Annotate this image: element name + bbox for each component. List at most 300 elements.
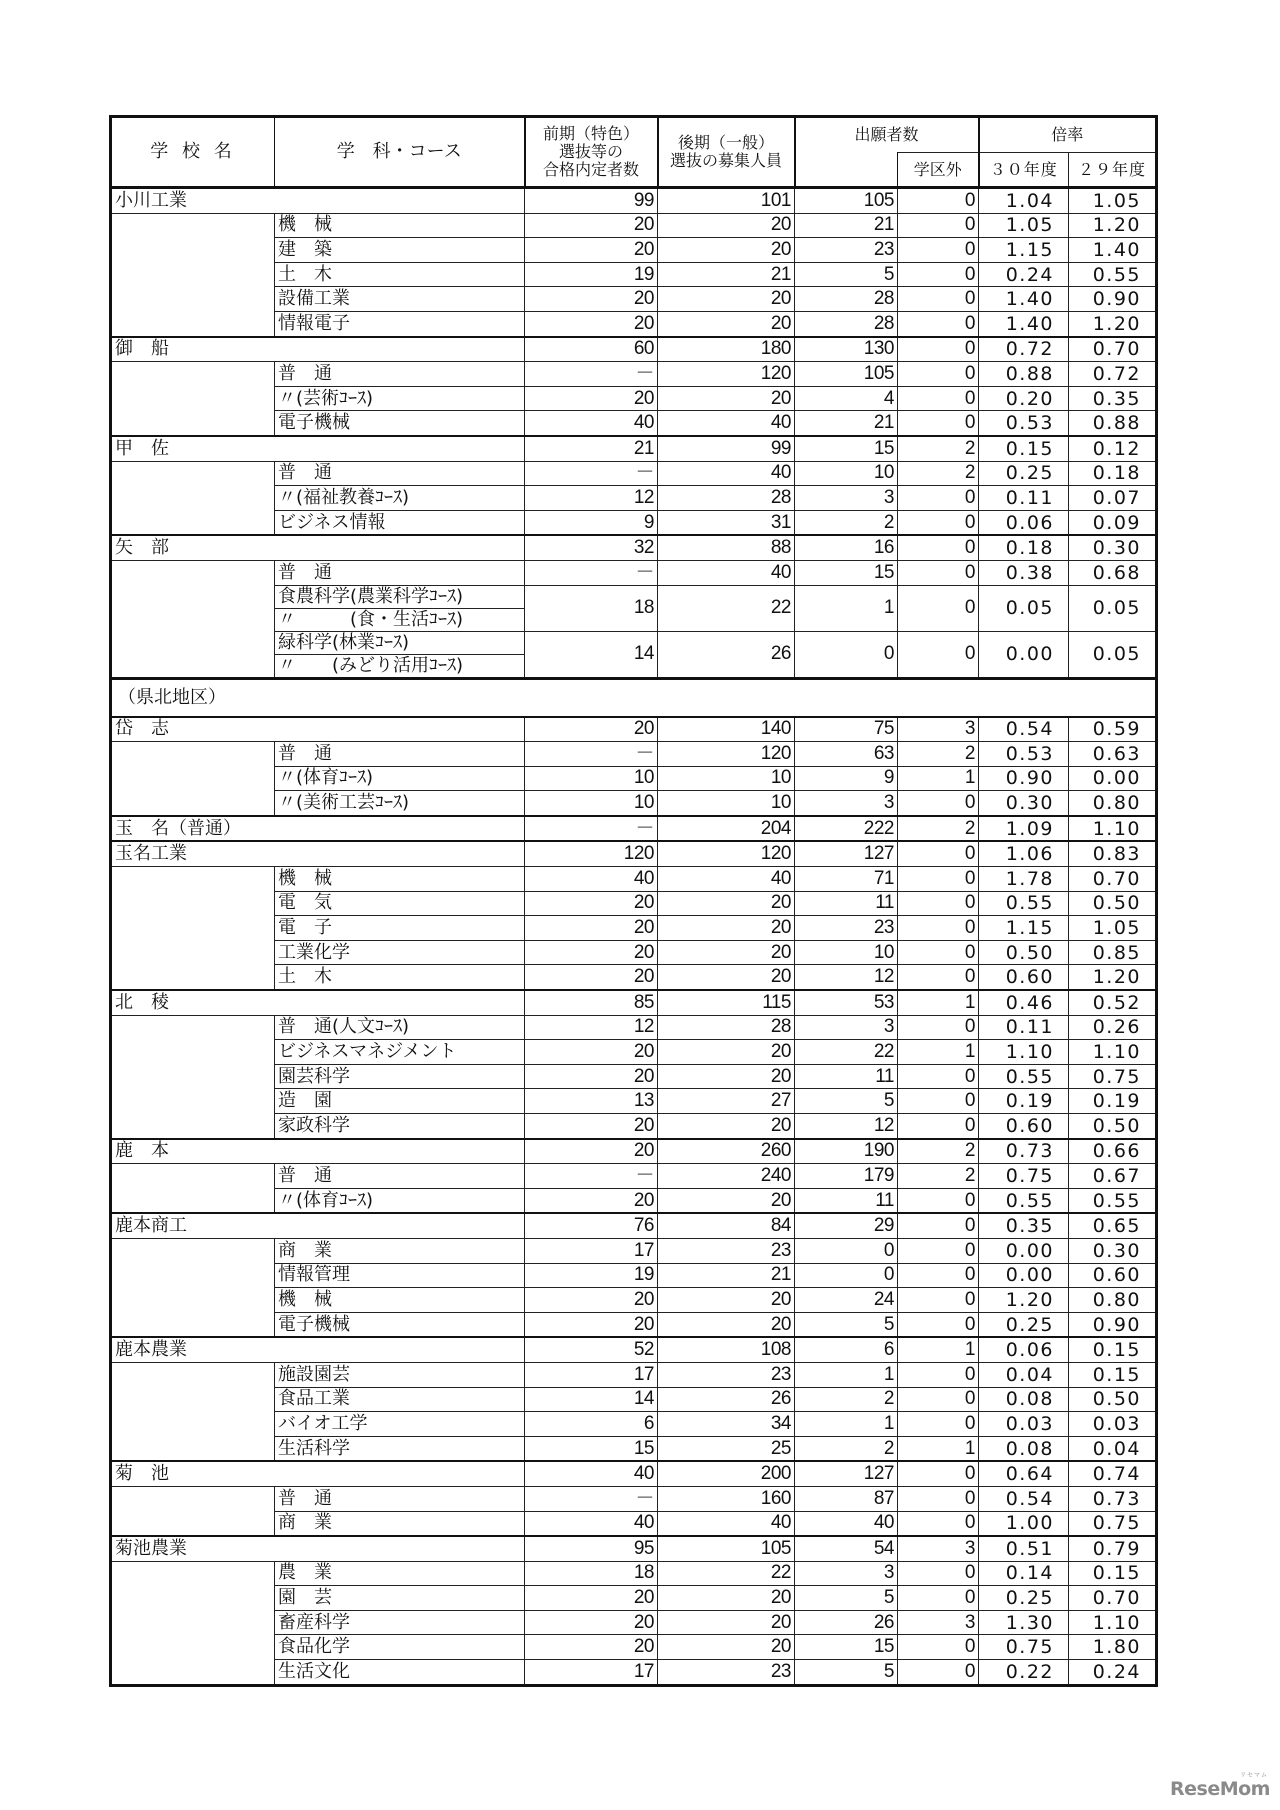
ratio-30-cell: 0.00: [979, 631, 1069, 678]
course-name: バイオ工学: [275, 1412, 525, 1437]
ratio-29-cell: 0.52: [1069, 990, 1157, 1015]
header-early-line1: 前期（特色）: [542, 124, 639, 143]
late-quota-cell: 27: [658, 1089, 795, 1114]
outside-district-cell: 2: [898, 742, 979, 767]
late-quota-cell: 20: [658, 940, 795, 965]
early-admitted-cell: 18: [525, 1561, 658, 1586]
ratio-30-cell: 0.20: [979, 386, 1069, 411]
applicants-cell: 16: [795, 535, 898, 560]
school-name: 岱 志: [111, 717, 525, 742]
outside-district-cell: 3: [898, 1610, 979, 1635]
course-indent: [111, 287, 275, 312]
table-header: [111, 117, 1157, 188]
course-row: [111, 213, 1157, 238]
course-indent: [111, 585, 275, 608]
ratio-30-cell: 0.55: [979, 1188, 1069, 1213]
early-admitted-cell: 17: [525, 1238, 658, 1263]
course-row: [111, 1412, 1157, 1437]
course-name: 機 械: [275, 1288, 525, 1313]
course-name: 設備工業: [275, 287, 525, 312]
course-name: 機 械: [275, 867, 525, 892]
ratio-30-cell: 0.19: [979, 1089, 1069, 1114]
ratio-29-cell: 0.74: [1069, 1461, 1157, 1486]
applicants-cell: 127: [795, 841, 898, 866]
late-quota-cell: 40: [658, 867, 795, 892]
outside-district-cell: 2: [898, 1164, 979, 1189]
late-quota-cell: 34: [658, 1412, 795, 1437]
course-indent: [111, 311, 275, 336]
late-quota-cell: 22: [658, 1561, 795, 1586]
outside-district-cell: 0: [898, 867, 979, 892]
early-admitted-cell: 20: [525, 213, 658, 238]
outside-district-cell: 0: [898, 188, 979, 214]
ratio-29-cell: 0.72: [1069, 362, 1157, 387]
late-quota-cell: 120: [658, 841, 795, 866]
outside-district-cell: 0: [898, 1064, 979, 1089]
outside-district-cell: 0: [898, 1511, 979, 1536]
ratio-29-cell: 0.50: [1069, 1387, 1157, 1412]
applicants-cell: 0: [795, 1238, 898, 1263]
course-name: ビジネス情報: [275, 510, 525, 535]
late-quota-cell: 20: [658, 1114, 795, 1139]
early-admitted-cell: 20: [525, 891, 658, 916]
course-name: 電子機械: [275, 1312, 525, 1337]
early-admitted-cell: 6: [525, 1412, 658, 1437]
course-row: [111, 1263, 1157, 1288]
course-name: 工業化学: [275, 940, 525, 965]
outside-district-cell: 0: [898, 916, 979, 941]
course-name: 家政科学: [275, 1114, 525, 1139]
course-name: 商 業: [275, 1238, 525, 1263]
late-quota-cell: 20: [658, 287, 795, 312]
early-admitted-cell: 20: [525, 311, 658, 336]
ratio-29-cell: 0.12: [1069, 436, 1157, 461]
outside-district-cell: 0: [898, 1412, 979, 1437]
ratio-29-cell: 1.10: [1069, 816, 1157, 842]
school-row: [111, 535, 1157, 560]
applicants-cell: 26: [795, 1610, 898, 1635]
ratio-29-cell: 0.90: [1069, 287, 1157, 312]
course-name: 生活文化: [275, 1660, 525, 1686]
course-indent: [111, 791, 275, 816]
school-name: 菊池農業: [111, 1536, 525, 1561]
applicants-cell: 1: [795, 1412, 898, 1437]
course-row: [111, 1015, 1157, 1040]
course-row: [111, 916, 1157, 941]
applicants-cell: 21: [795, 411, 898, 436]
applicants-cell: 2: [795, 1387, 898, 1412]
school-row: [111, 717, 1157, 742]
early-admitted-cell: 60: [525, 337, 658, 362]
school-row: [111, 436, 1157, 461]
header-ratio-29: ２９年度: [1069, 153, 1157, 188]
late-quota-cell: 20: [658, 1312, 795, 1337]
ratio-30-cell: 0.60: [979, 1114, 1069, 1139]
early-admitted-cell: 20: [525, 1139, 658, 1164]
ratio-30-cell: 0.00: [979, 1263, 1069, 1288]
course-row: [111, 1288, 1157, 1313]
early-admitted-cell: －: [525, 461, 658, 486]
ratio-30-cell: 0.46: [979, 990, 1069, 1015]
applicants-cell: 127: [795, 1461, 898, 1486]
header-early-line3: 合格内定者数: [542, 160, 639, 179]
early-admitted-cell: 14: [525, 631, 658, 678]
outside-district-cell: 3: [898, 1536, 979, 1561]
applicants-cell: 21: [795, 213, 898, 238]
course-indent: [111, 1635, 275, 1660]
applicants-cell: 63: [795, 742, 898, 767]
ratio-30-cell: 0.50: [979, 940, 1069, 965]
school-row: [111, 990, 1157, 1015]
school-row: [111, 1139, 1157, 1164]
school-name: 玉名工業: [111, 841, 525, 866]
course-row: [111, 742, 1157, 767]
outside-district-cell: 0: [898, 1089, 979, 1114]
outside-district-cell: 0: [898, 337, 979, 362]
early-admitted-cell: －: [525, 362, 658, 387]
outside-district-cell: 0: [898, 1188, 979, 1213]
course-name: 園芸科学: [275, 1064, 525, 1089]
course-row: [111, 891, 1157, 916]
outside-district-cell: 0: [898, 791, 979, 816]
applicants-cell: 3: [795, 1561, 898, 1586]
course-row: [111, 1586, 1157, 1611]
outside-district-cell: 0: [898, 1660, 979, 1686]
late-quota-cell: 20: [658, 1635, 795, 1660]
applicants-cell: 10: [795, 940, 898, 965]
late-quota-cell: 108: [658, 1337, 795, 1362]
early-admitted-cell: －: [525, 560, 658, 585]
late-quota-cell: 20: [658, 311, 795, 336]
school-row: [111, 841, 1157, 866]
school-name: 北 稜: [111, 990, 525, 1015]
ratio-30-cell: 0.75: [979, 1164, 1069, 1189]
course-row: [111, 1064, 1157, 1089]
applicants-cell: 9: [795, 766, 898, 791]
course-row: [111, 867, 1157, 892]
ratio-29-cell: 0.83: [1069, 841, 1157, 866]
outside-district-cell: 0: [898, 1362, 979, 1387]
school-name: 玉 名（普通）: [111, 816, 525, 842]
school-row: [111, 188, 1157, 214]
course-row: [111, 1511, 1157, 1536]
course-name: 食品工業: [275, 1387, 525, 1412]
outside-district-cell: 0: [898, 1461, 979, 1486]
outside-district-cell: 0: [898, 1238, 979, 1263]
school-name: 鹿本商工: [111, 1213, 525, 1238]
course-row: [111, 1188, 1157, 1213]
outside-district-cell: 1: [898, 766, 979, 791]
ratio-29-cell: 0.03: [1069, 1412, 1157, 1437]
late-quota-cell: 10: [658, 766, 795, 791]
ratio-30-cell: 0.54: [979, 717, 1069, 742]
course-indent: [111, 1561, 275, 1586]
course-indent: [111, 916, 275, 941]
ratio-30-cell: 1.06: [979, 841, 1069, 866]
early-admitted-cell: 20: [525, 238, 658, 263]
outside-district-cell: 1: [898, 1436, 979, 1461]
course-name: 電子機械: [275, 411, 525, 436]
outside-district-cell: 0: [898, 1263, 979, 1288]
ratio-30-cell: 0.04: [979, 1362, 1069, 1387]
course-indent: [111, 742, 275, 767]
ratio-29-cell: 1.40: [1069, 238, 1157, 263]
applicants-cell: 12: [795, 1114, 898, 1139]
late-quota-cell: 20: [658, 238, 795, 263]
ratio-30-cell: 1.05: [979, 213, 1069, 238]
early-admitted-cell: 10: [525, 766, 658, 791]
outside-district-cell: 0: [898, 585, 979, 631]
applicants-cell: 2: [795, 1436, 898, 1461]
course-row: [111, 1635, 1157, 1660]
applicants-cell: 105: [795, 362, 898, 387]
ratio-29-cell: 0.70: [1069, 867, 1157, 892]
region-label: （県北地区）: [111, 678, 1157, 717]
late-quota-cell: 40: [658, 411, 795, 436]
course-row: [111, 791, 1157, 816]
late-quota-cell: 22: [658, 585, 795, 631]
ratio-29-cell: 0.66: [1069, 1139, 1157, 1164]
ratio-29-cell: 0.15: [1069, 1337, 1157, 1362]
late-quota-cell: 20: [658, 1586, 795, 1611]
ratio-29-cell: 0.85: [1069, 940, 1157, 965]
early-admitted-cell: 76: [525, 1213, 658, 1238]
ratio-29-cell: 0.50: [1069, 891, 1157, 916]
ratio-30-cell: 1.00: [979, 1511, 1069, 1536]
header-applicants-spacer: [795, 153, 898, 188]
course-row: [111, 411, 1157, 436]
outside-district-cell: 0: [898, 1213, 979, 1238]
resemom-logo: [1170, 1772, 1270, 1800]
late-quota-cell: 20: [658, 1040, 795, 1065]
early-admitted-cell: 20: [525, 1040, 658, 1065]
ratio-30-cell: 0.05: [979, 585, 1069, 631]
course-row: [111, 1436, 1157, 1461]
ratio-30-cell: 0.11: [979, 1015, 1069, 1040]
ratio-29-cell: 1.05: [1069, 916, 1157, 941]
early-admitted-cell: 9: [525, 510, 658, 535]
course-indent: [111, 238, 275, 263]
ratio-29-cell: 0.60: [1069, 1263, 1157, 1288]
course-name: 土 木: [275, 965, 525, 990]
late-quota-cell: 99: [658, 436, 795, 461]
course-name: 普 通(人文ｺｰｽ): [275, 1015, 525, 1040]
course-row: [111, 1089, 1157, 1114]
applicants-cell: 24: [795, 1288, 898, 1313]
applicants-cell: 22: [795, 1040, 898, 1065]
early-admitted-cell: 14: [525, 1387, 658, 1412]
applicants-cell: 1: [795, 585, 898, 631]
outside-district-cell: 0: [898, 1015, 979, 1040]
course-row: [111, 1660, 1157, 1686]
late-quota-cell: 40: [658, 461, 795, 486]
course-indent: [111, 1263, 275, 1288]
course-indent: [111, 766, 275, 791]
school-name: 鹿 本: [111, 1139, 525, 1164]
table-body: [111, 188, 1157, 1686]
course-name: 情報電子: [275, 311, 525, 336]
late-quota-cell: 23: [658, 1238, 795, 1263]
outside-district-cell: 0: [898, 1387, 979, 1412]
course-indent: [111, 1436, 275, 1461]
late-quota-cell: 28: [658, 1015, 795, 1040]
course-indent: [111, 1188, 275, 1213]
early-admitted-cell: 40: [525, 1511, 658, 1536]
late-quota-cell: 23: [658, 1362, 795, 1387]
course-indent: [111, 411, 275, 436]
header-late-line2: 選抜の募集人員: [669, 151, 782, 170]
late-quota-cell: 31: [658, 510, 795, 535]
applicants-cell: 5: [795, 1586, 898, 1611]
course-row: [111, 1561, 1157, 1586]
course-row: [111, 940, 1157, 965]
course-name: 普 通: [275, 742, 525, 767]
applicants-cell: 11: [795, 1188, 898, 1213]
late-quota-cell: 120: [658, 362, 795, 387]
course-name: 普 通: [275, 1164, 525, 1189]
applicants-cell: 3: [795, 791, 898, 816]
school-name: 菊 池: [111, 1461, 525, 1486]
course-indent: [111, 1015, 275, 1040]
applicants-cell: 23: [795, 238, 898, 263]
course-indent: [111, 1288, 275, 1313]
applicants-cell: 29: [795, 1213, 898, 1238]
ratio-29-cell: 0.05: [1069, 585, 1157, 631]
ratio-29-cell: 0.79: [1069, 1536, 1157, 1561]
applicants-cell: 2: [795, 510, 898, 535]
ratio-29-cell: 1.20: [1069, 213, 1157, 238]
header-ratio-30: ３０年度: [979, 153, 1069, 188]
applicants-cell: 5: [795, 1660, 898, 1686]
early-admitted-cell: 20: [525, 287, 658, 312]
ratio-30-cell: 1.30: [979, 1610, 1069, 1635]
course-indent: [111, 1114, 275, 1139]
course-name: 生活科学: [275, 1436, 525, 1461]
course-row: [111, 386, 1157, 411]
early-admitted-cell: 40: [525, 1461, 658, 1486]
header-late-quota: [658, 117, 795, 188]
late-quota-cell: 21: [658, 1263, 795, 1288]
course-indent: [111, 1064, 275, 1089]
outside-district-cell: 0: [898, 238, 979, 263]
applicants-cell: 4: [795, 386, 898, 411]
school-row: [111, 1213, 1157, 1238]
early-admitted-cell: 85: [525, 990, 658, 1015]
ratio-29-cell: 0.07: [1069, 486, 1157, 511]
early-admitted-cell: －: [525, 1164, 658, 1189]
applicants-cell: 5: [795, 1089, 898, 1114]
ratio-30-cell: 1.15: [979, 238, 1069, 263]
school-row: [111, 1536, 1157, 1561]
early-admitted-cell: 20: [525, 1064, 658, 1089]
late-quota-cell: 180: [658, 337, 795, 362]
course-indent: [111, 1362, 275, 1387]
applicants-cell: 5: [795, 1312, 898, 1337]
course-row: [111, 585, 1157, 608]
ratio-29-cell: 0.80: [1069, 1288, 1157, 1313]
course-indent: [111, 631, 275, 654]
outside-district-cell: 1: [898, 1337, 979, 1362]
school-row: [111, 337, 1157, 362]
early-admitted-cell: 19: [525, 1263, 658, 1288]
late-quota-cell: 21: [658, 262, 795, 287]
header-course: 学 科・コース: [275, 117, 525, 188]
ratio-30-cell: 0.75: [979, 1635, 1069, 1660]
ratio-29-cell: 1.10: [1069, 1610, 1157, 1635]
late-quota-cell: 20: [658, 1288, 795, 1313]
outside-district-cell: 0: [898, 1312, 979, 1337]
ratio-29-cell: 0.70: [1069, 337, 1157, 362]
ratio-30-cell: 0.08: [979, 1436, 1069, 1461]
school-name: 御 船: [111, 337, 525, 362]
course-name: 普 通: [275, 461, 525, 486]
course-indent: [111, 1486, 275, 1511]
applicants-cell: 3: [795, 1015, 898, 1040]
course-row: [111, 311, 1157, 336]
outside-district-cell: 0: [898, 386, 979, 411]
outside-district-cell: 0: [898, 213, 979, 238]
ratio-29-cell: 0.18: [1069, 461, 1157, 486]
course-indent: [111, 213, 275, 238]
early-admitted-cell: 17: [525, 1660, 658, 1686]
ratio-29-cell: 0.80: [1069, 791, 1157, 816]
ratio-29-cell: 1.10: [1069, 1040, 1157, 1065]
ratio-30-cell: 0.35: [979, 1213, 1069, 1238]
applicants-cell: 53: [795, 990, 898, 1015]
early-admitted-cell: 21: [525, 436, 658, 461]
course-row: [111, 287, 1157, 312]
late-quota-cell: 204: [658, 816, 795, 842]
early-admitted-cell: 20: [525, 717, 658, 742]
applicants-cell: 11: [795, 891, 898, 916]
applicants-cell: 130: [795, 337, 898, 362]
region-header-row: [111, 678, 1157, 717]
ratio-30-cell: 0.38: [979, 560, 1069, 585]
ratio-30-cell: 0.03: [979, 1412, 1069, 1437]
ratio-29-cell: 0.15: [1069, 1362, 1157, 1387]
course-indent: [111, 1412, 275, 1437]
course-row: [111, 631, 1157, 654]
outside-district-cell: 1: [898, 1040, 979, 1065]
course-row: [111, 1610, 1157, 1635]
late-quota-cell: 20: [658, 1610, 795, 1635]
early-admitted-cell: 20: [525, 1635, 658, 1660]
late-quota-cell: 23: [658, 1660, 795, 1686]
late-quota-cell: 240: [658, 1164, 795, 1189]
ratio-29-cell: 0.30: [1069, 535, 1157, 560]
applicants-cell: 10: [795, 461, 898, 486]
late-quota-cell: 260: [658, 1139, 795, 1164]
ratio-30-cell: 0.54: [979, 1486, 1069, 1511]
early-admitted-cell: 20: [525, 1114, 658, 1139]
course-row: [111, 1040, 1157, 1065]
early-admitted-cell: 20: [525, 965, 658, 990]
ratio-30-cell: 1.04: [979, 188, 1069, 214]
late-quota-cell: 120: [658, 742, 795, 767]
course-name: 機 械: [275, 213, 525, 238]
applicants-cell: 15: [795, 560, 898, 585]
late-quota-cell: 160: [658, 1486, 795, 1511]
ratio-30-cell: 0.90: [979, 766, 1069, 791]
course-name: 普 通: [275, 362, 525, 387]
ratio-29-cell: 0.67: [1069, 1164, 1157, 1189]
late-quota-cell: 88: [658, 535, 795, 560]
course-subname: 〃 (食・生活ｺｰｽ): [275, 608, 525, 631]
late-quota-cell: 26: [658, 1387, 795, 1412]
outside-district-cell: 0: [898, 1635, 979, 1660]
early-admitted-cell: 40: [525, 411, 658, 436]
ratio-30-cell: 0.08: [979, 1387, 1069, 1412]
